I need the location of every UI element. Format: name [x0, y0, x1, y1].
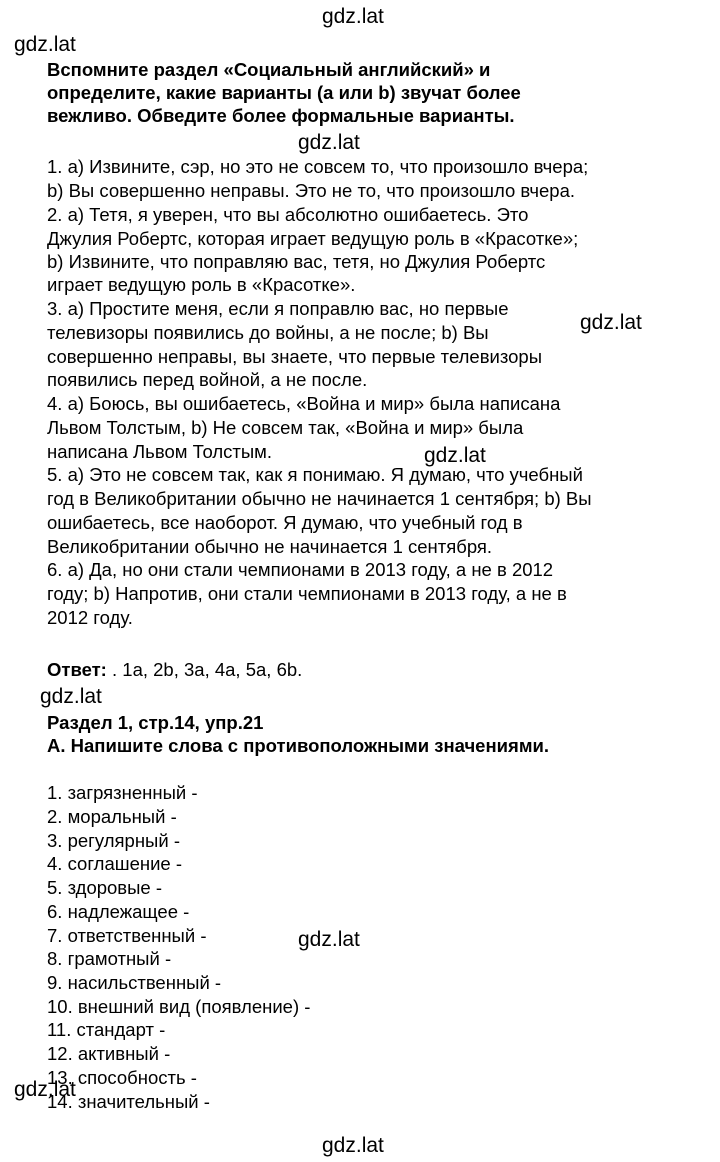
watermark: gdz.lat	[14, 33, 76, 56]
task1-line: 2. a) Тетя, я уверен, что вы абсолютно ошибаетесь. Это	[47, 204, 529, 225]
answer-label: Ответ:	[47, 659, 107, 680]
task1-line: 3. a) Простите меня, если я поправлю вас, но первые	[47, 298, 509, 319]
task1-heading-line: вежливо. Обведите более формальные варианты.	[47, 105, 515, 126]
answer-text: . 1a, 2b, 3a, 4a, 5a, 6b.	[106, 659, 303, 680]
list-item: 8. грамотный -	[47, 948, 172, 969]
list-item: 7. ответственный -	[47, 925, 207, 946]
task1-line: 1. a) Извините, сэр, но это не совсем то, что произошло вчера;	[47, 156, 589, 177]
list-item: 12. активный -	[47, 1043, 171, 1064]
list-item: 3. регулярный -	[47, 830, 180, 851]
watermark: gdz.lat	[580, 311, 642, 334]
list-item: 14. значительный -	[47, 1091, 210, 1112]
task1-heading-line: определите, какие варианты (a или b) звучат более	[47, 82, 521, 103]
task1-line: год в Великобритании обычно не начинается 1 сентября; b) Вы	[47, 488, 592, 509]
watermark: gdz.lat	[14, 1078, 76, 1101]
list-item: 11. стандарт -	[47, 1019, 166, 1040]
list-item: 2. моральный -	[47, 806, 177, 827]
task1-line: играет ведущую роль в «Красотке».	[47, 274, 356, 295]
task1-line: 4. a) Боюсь, вы ошибаетесь, «Война и мир» была написана	[47, 393, 561, 414]
task1-line: Великобритании обычно не начинается 1 сентября.	[47, 536, 493, 557]
watermark: gdz.lat	[322, 5, 384, 28]
task1-line: b) Извините, что поправляю вас, тетя, но Джулия Робертс	[47, 251, 546, 272]
task1-line: появились перед войной, а не после.	[47, 369, 368, 390]
list-item: 5. здоровые -	[47, 877, 163, 898]
list-item: 6. надлежащее -	[47, 901, 190, 922]
watermark: gdz.lat	[298, 131, 360, 154]
list-item: 4. соглашение -	[47, 853, 183, 874]
watermark: gdz.lat	[298, 928, 360, 951]
section-title: Раздел 1, стр.14, упр.21	[47, 712, 264, 733]
task1-line: Львом Толстым, b) Не совсем так, «Война и мир» была	[47, 417, 524, 438]
task1-line: 5. a) Это не совсем так, как я понимаю. Я думаю, что учебный	[47, 464, 583, 485]
task2-heading: A. Напишите слова с противоположными значениями.	[47, 735, 550, 756]
task1-line: телевизоры появились до войны, а не после; b) Вы	[47, 322, 489, 343]
list-item: 13. способность -	[47, 1067, 197, 1088]
watermark: gdz.lat	[424, 444, 486, 467]
list-item: 10. внешний вид (появление) -	[47, 996, 311, 1017]
task1-line: ошибаетесь, все наоборот. Я думаю, что учебный год в	[47, 512, 523, 533]
watermark: gdz.lat	[40, 685, 102, 708]
task1-line: написана Львом Толстым.	[47, 441, 272, 462]
task1-line: 2012 году.	[47, 607, 133, 628]
answer	[47, 658, 302, 682]
list-item: 1. загрязненный -	[47, 782, 198, 803]
task1-line: совершенно неправы, вы знаете, что первые телевизоры	[47, 346, 543, 367]
task1-line: году; b) Напротив, они стали чемпионами в 2013 году, а не в	[47, 583, 567, 604]
task1-line: 6. a) Да, но они стали чемпионами в 2013 году, а не в 2012	[47, 559, 554, 580]
list-item: 9. насильственный -	[47, 972, 222, 993]
task1-heading-line: Вспомните раздел «Социальный английский» и	[47, 59, 491, 80]
task1-line: Джулия Робертс, которая играет ведущую роль в «Красотке»;	[47, 228, 579, 249]
watermark: gdz.lat	[322, 1134, 384, 1157]
task1-line: b) Вы совершенно неправы. Это не то, что произошло вчера.	[47, 180, 576, 201]
